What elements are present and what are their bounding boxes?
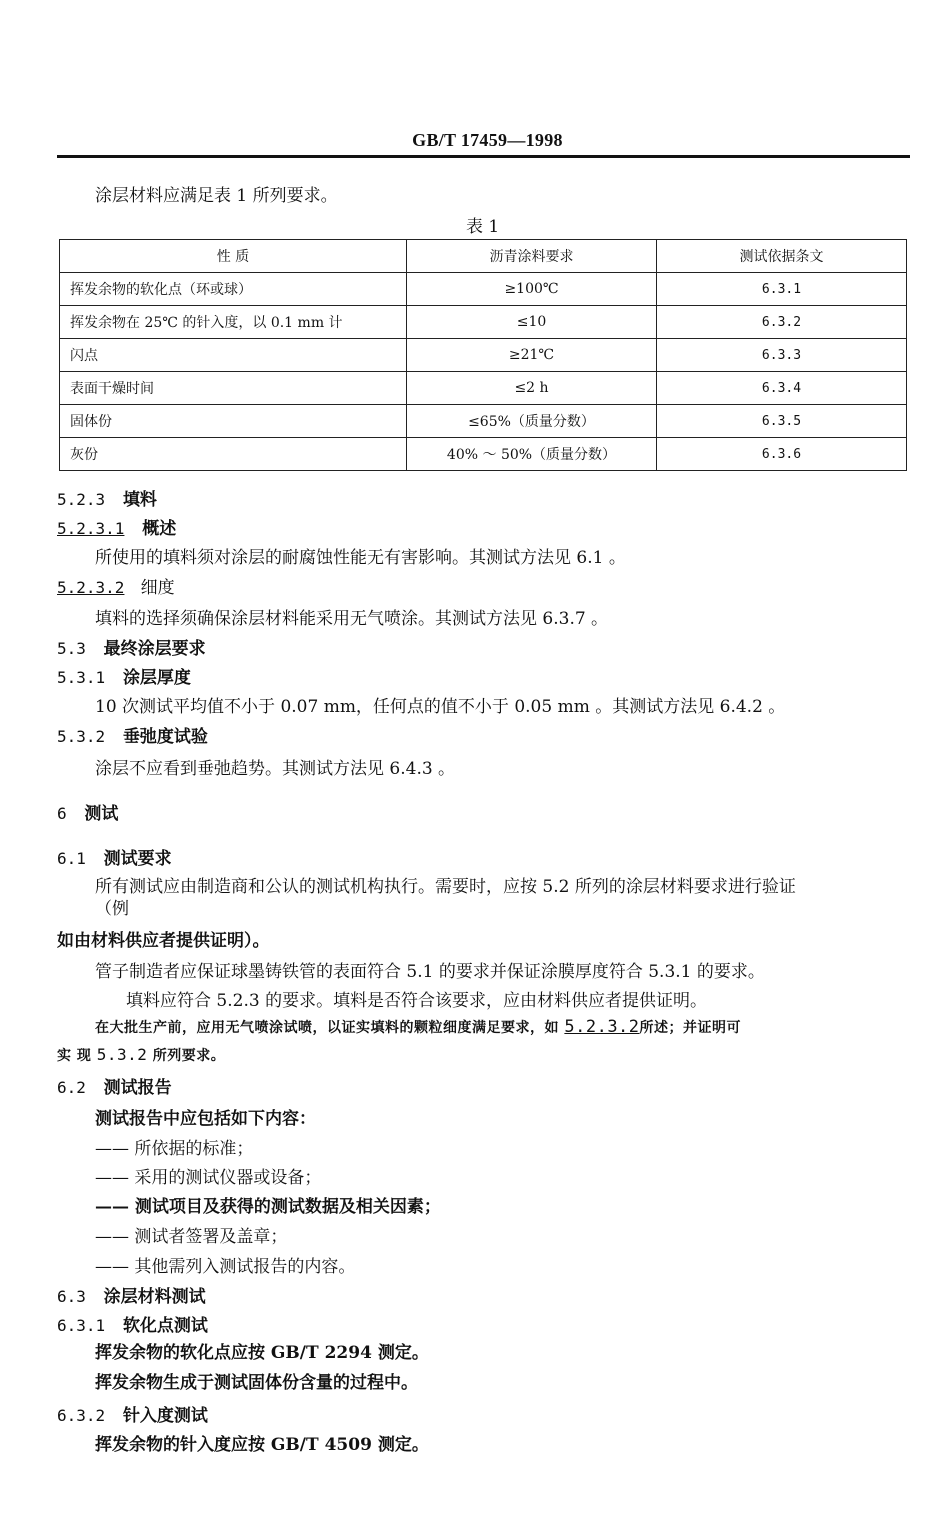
table-header-cell: 性 质 bbox=[60, 240, 407, 273]
table-cell: 闪点 bbox=[60, 339, 407, 372]
table-cell: ≤65%（质量分数） bbox=[407, 405, 657, 438]
table-cell: 固体份 bbox=[60, 405, 407, 438]
header-rule bbox=[57, 155, 910, 158]
paragraph-6-1-line: 所有测试应由制造商和公认的测试机构执行。需要时，应按 5.2 所列的涂层材料要求进行验证 bbox=[95, 877, 796, 897]
list-item: —— 其他需列入测试报告的内容。 bbox=[95, 1257, 356, 1277]
table-cell: 6.3.2 bbox=[657, 306, 907, 339]
section-heading-5-2-3-2: 5.2.3.2 细度 bbox=[57, 578, 175, 598]
table-row bbox=[60, 306, 907, 339]
paragraph-5-3-2: 涂层不应看到垂弛趋势。其测试方法见 6.4.3 。 bbox=[95, 759, 456, 779]
paragraph-5-2-3-1: 所使用的填料须对涂层的耐腐蚀性能无有害影响。其测试方法见 6.1 。 bbox=[95, 548, 626, 568]
paragraph-5-2-3-2: 填料的选择须确保涂层材料能采用无气喷涂。其测试方法见 6.3.7 。 bbox=[95, 609, 609, 629]
paragraph-6-3-1-line: 挥发余物的软化点应按 GB/T 2294 测定。 bbox=[95, 1343, 429, 1363]
section-heading-5-3: 5.3 最终涂层要求 bbox=[57, 639, 206, 659]
table-caption: 表 1 bbox=[466, 217, 500, 237]
table-row bbox=[60, 372, 907, 405]
section-heading-5-3-2: 5.3.2 垂弛度试验 bbox=[57, 727, 208, 747]
table-cell: 40% ～ 50%（质量分数） bbox=[407, 438, 657, 471]
table-row bbox=[60, 273, 907, 306]
table-cell: ≥21℃ bbox=[407, 339, 657, 372]
paragraph-6-3-1-line: 挥发余物生成于测试固体份含量的过程中。 bbox=[95, 1373, 418, 1393]
paragraph-6-1-line: 如由材料供应者提供证明）。 bbox=[57, 931, 270, 951]
intro-text: 涂层材料应满足表 1 所列要求。 bbox=[95, 186, 338, 206]
table-cell: 挥发余物的软化点（环或球） bbox=[60, 273, 407, 306]
table-cell: 6.3.3 bbox=[657, 339, 907, 372]
paragraph-6-1-line: 在大批生产前，应用无气喷涂试喷，以证实填料的颗粒细度满足要求，如 5.2.3.2所述；并证明可 bbox=[95, 1017, 742, 1037]
table-cell: ≤2 h bbox=[407, 372, 657, 405]
paragraph-6-3-2-line: 挥发余物的针入度应按 GB/T 4509 测定。 bbox=[95, 1435, 429, 1455]
list-item: —— 所依据的标准； bbox=[95, 1139, 254, 1159]
table-cell: ≤10 bbox=[407, 306, 657, 339]
paragraph-6-1-line: （例 bbox=[95, 899, 129, 919]
table-row bbox=[60, 438, 907, 471]
table-cell: 6.3.6 bbox=[657, 438, 907, 471]
table-cell: 6.3.1 bbox=[657, 273, 907, 306]
table-header-row bbox=[60, 240, 907, 273]
paragraph-6-1-line: 填料应符合 5.2.3 的要求。填料是否符合该要求，应由材料供应者提供证明。 bbox=[126, 991, 708, 1011]
table-cell: 表面干燥时间 bbox=[60, 372, 407, 405]
report-lead: 测试报告中应包括如下内容： bbox=[95, 1109, 316, 1129]
table-header-cell: 沥青涂料要求 bbox=[407, 240, 657, 273]
section-heading-6-1: 6.1 测试要求 bbox=[57, 849, 172, 869]
table-cell: ≥100℃ bbox=[407, 273, 657, 306]
list-item: —— 测试者签署及盖章； bbox=[95, 1227, 288, 1247]
table-cell: 灰份 bbox=[60, 438, 407, 471]
table-cell: 挥发余物在 25℃ 的针入度，以 0.1 mm 计 bbox=[60, 306, 407, 339]
requirements-table bbox=[59, 239, 907, 471]
table-row bbox=[60, 339, 907, 372]
section-heading-6: 6 测试 bbox=[57, 804, 119, 824]
list-item: —— 采用的测试仪器或设备； bbox=[95, 1168, 322, 1188]
table-row bbox=[60, 405, 907, 438]
list-item: —— 测试项目及获得的测试数据及相关因素； bbox=[95, 1197, 441, 1217]
table-cell: 6.3.4 bbox=[657, 372, 907, 405]
section-heading-6-2: 6.2 测试报告 bbox=[57, 1078, 172, 1098]
section-heading-5-3-1: 5.3.1 涂层厚度 bbox=[57, 668, 191, 688]
paragraph-6-1-line: 管子制造者应保证球墨铸铁管的表面符合 5.1 的要求并保证涂膜厚度符合 5.3.1 的要求。 bbox=[95, 962, 765, 982]
paragraph-5-3-1: 10 次测试平均值不小于 0.07 mm，任何点的值不小于 0.05 mm 。其测试方法见 6.4.2 。 bbox=[95, 697, 786, 717]
section-heading-5-2-3-1: 5.2.3.1 概述 bbox=[57, 519, 177, 539]
paragraph-6-1-line: 实 现 5.3.2 所列要求。 bbox=[57, 1045, 226, 1064]
section-heading-6-3-1: 6.3.1 软化点测试 bbox=[57, 1316, 208, 1336]
document-id-header: GB/T 17459—1998 bbox=[412, 130, 563, 150]
table-header-cell: 测试依据条文 bbox=[657, 240, 907, 273]
section-heading-5-2-3: 5.2.3 填料 bbox=[57, 490, 157, 510]
section-heading-6-3: 6.3 涂层材料测试 bbox=[57, 1287, 206, 1307]
section-heading-6-3-2: 6.3.2 针入度测试 bbox=[57, 1406, 208, 1426]
table-cell: 6.3.5 bbox=[657, 405, 907, 438]
